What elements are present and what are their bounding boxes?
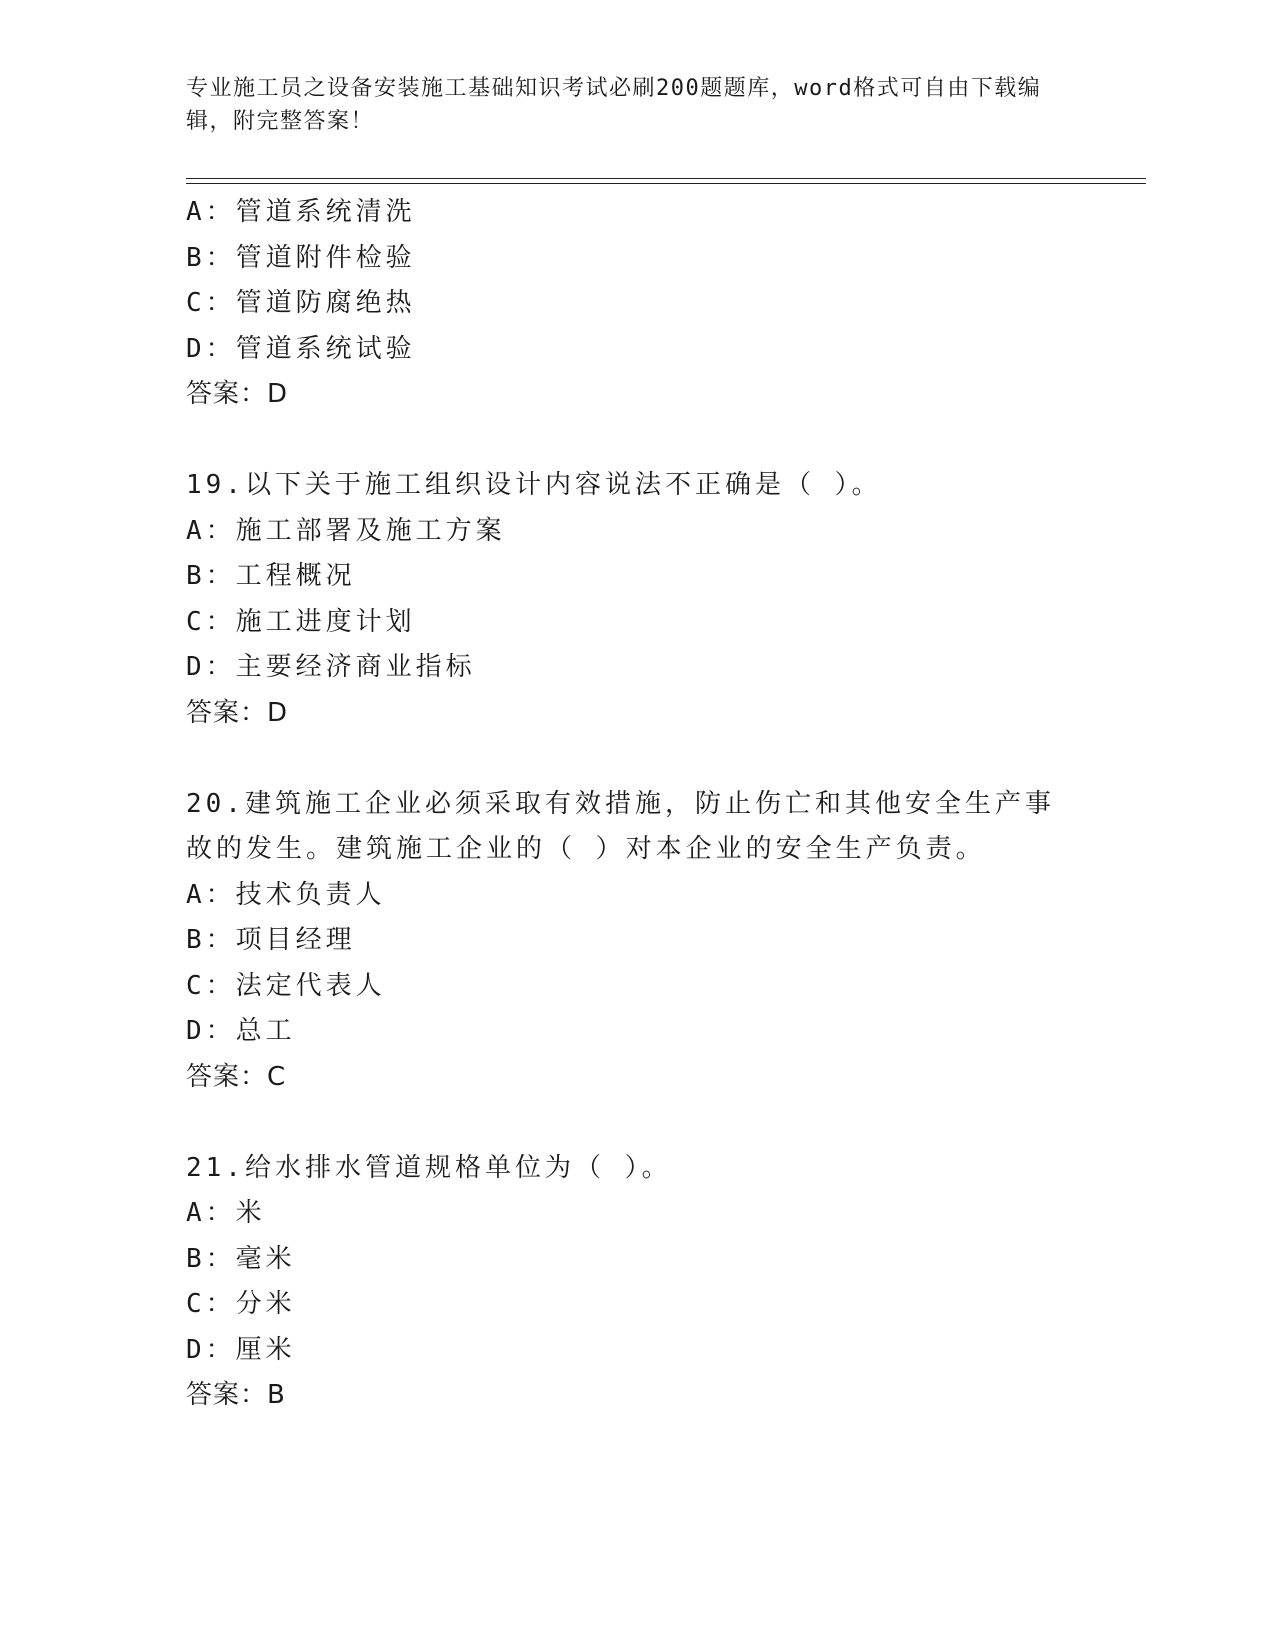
- question-text: 21.给水排水管道规格单位为（ ）。: [186, 1152, 672, 1183]
- option-c: C：分米: [186, 1289, 296, 1319]
- option-c: C：施工进度计划: [186, 606, 416, 637]
- spacer: [186, 736, 1086, 782]
- option-a: A：技术负责人: [186, 879, 386, 910]
- header-divider-top: [186, 178, 1146, 179]
- document-header: 专业施工员之设备安装施工基础知识考试必刷200题题库，word格式可自由下载编辑，附完整答案！: [186, 76, 1042, 134]
- answer: 答案：D: [186, 697, 289, 728]
- answer: 答案：D: [186, 379, 289, 409]
- spacer: [186, 1100, 1086, 1146]
- option-d: D：总工: [186, 1016, 296, 1046]
- option-b: B：毫米: [186, 1243, 296, 1274]
- question-list: [186, 190, 1086, 1419]
- option-d: D：管道系统试验: [186, 333, 416, 364]
- option-a: A：米: [186, 1198, 266, 1228]
- option-d: D：厘米: [186, 1334, 296, 1365]
- option-b: B：项目经理: [186, 925, 356, 955]
- option-d: D：主要经济商业指标: [186, 652, 476, 682]
- answer: 答案：C: [186, 1061, 287, 1092]
- question-block: [186, 1146, 1086, 1419]
- question-block: [186, 463, 1086, 736]
- option-b: B：工程概况: [186, 561, 356, 591]
- option-a: A：施工部署及施工方案: [186, 515, 506, 546]
- option-c: C：管道防腐绝热: [186, 288, 416, 318]
- question-text: 19.以下关于施工组织设计内容说法不正确是（ ）。: [186, 470, 882, 500]
- question-block: [186, 782, 1086, 1101]
- question-text: 20.建筑施工企业必须采取有效措施，防止伤亡和其他安全生产事故的发生。建筑施工企业的（ ）对本企业的安全生产负责。: [186, 788, 1055, 864]
- option-b: B：管道附件检验: [186, 242, 416, 273]
- question-block: [186, 190, 1086, 418]
- option-a: A：管道系统清洗: [186, 197, 416, 227]
- option-c: C：法定代表人: [186, 970, 386, 1001]
- spacer: [186, 418, 1086, 464]
- header-divider-bottom: [186, 183, 1146, 184]
- answer: 答案：B: [186, 1380, 286, 1410]
